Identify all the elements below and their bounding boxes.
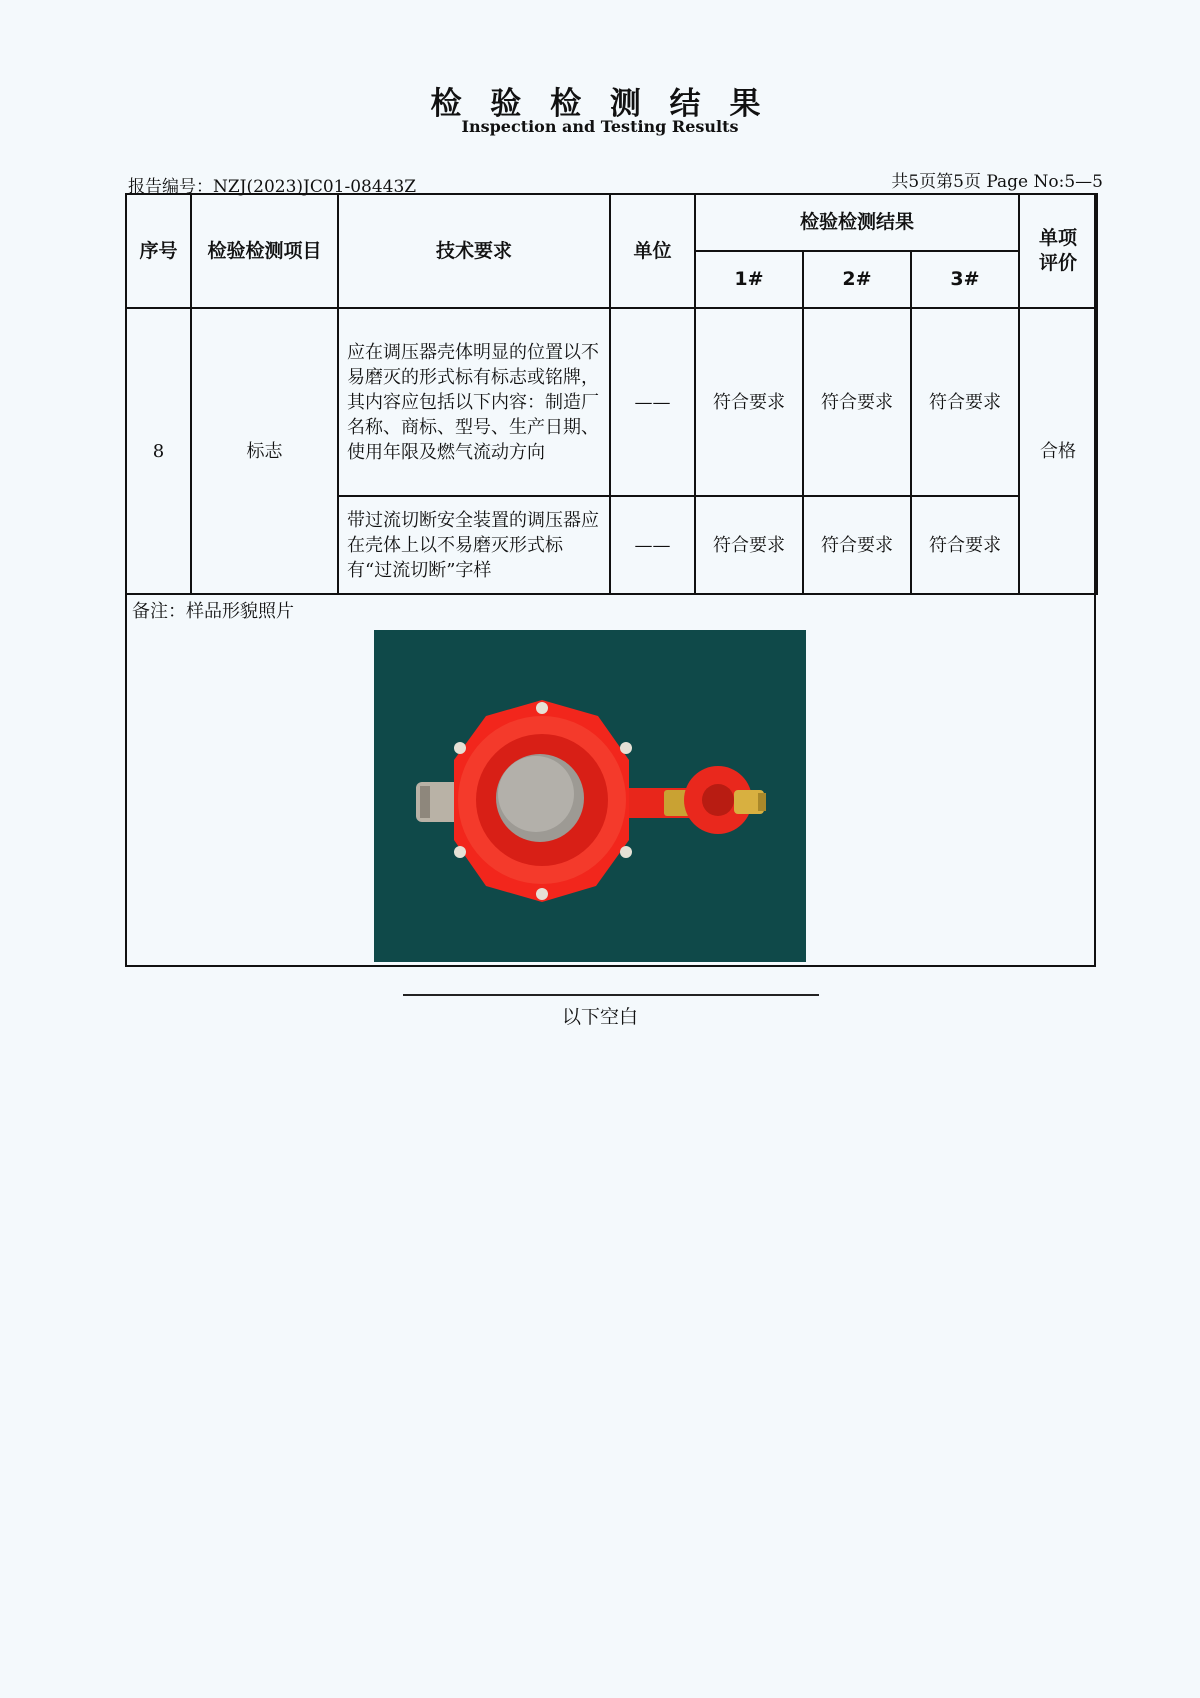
row-item: 标志 — [191, 308, 338, 594]
end-rule — [403, 994, 819, 996]
unit-cell: —— — [610, 308, 695, 496]
verdict-cell: 合格 — [1019, 308, 1097, 594]
result-cell: 符合要求 — [803, 308, 911, 496]
result-cell: 符合要求 — [695, 308, 803, 496]
header-sample-3: 3# — [911, 251, 1019, 308]
result-cell: 符合要求 — [911, 496, 1019, 594]
requirement-text: 带过流切断安全装置的调压器应在壳体上以不易磨灭形式标有“过流切断”字样 — [338, 496, 610, 594]
result-cell: 符合要求 — [803, 496, 911, 594]
report-number: 报告编号：NZJ(2023)JC01-08443Z — [128, 177, 417, 197]
header-sample-2: 2# — [803, 251, 911, 308]
header-unit: 单位 — [610, 194, 695, 308]
row-seq: 8 — [126, 308, 191, 594]
header-seq: 序号 — [126, 194, 191, 308]
requirement-text: 应在调压器壳体明显的位置以不易磨灭的形式标有标志或铭牌，其内容应包括以下内容：制造厂名称、商标、型号、生产日期、使用年限及燃气流动方向 — [338, 308, 610, 496]
header-item: 检验检测项目 — [191, 194, 338, 308]
header-requirement: 技术要求 — [338, 194, 610, 308]
end-note: 以下空白 — [561, 1006, 638, 1028]
remark-label: 备注：样品形貌照片 — [132, 601, 294, 622]
header-verdict: 单项评价 — [1019, 194, 1097, 308]
header-sample-1: 1# — [695, 251, 803, 308]
result-cell: 符合要求 — [695, 496, 803, 594]
result-cell: 符合要求 — [911, 308, 1019, 496]
sample-photo — [374, 630, 806, 962]
results-table — [125, 193, 1098, 595]
page-number: 共5页第5页 Page No:5—5 — [891, 172, 1103, 192]
regulator-illustration — [374, 630, 806, 962]
unit-cell: —— — [610, 496, 695, 594]
page-title: 检 验 检 测 结 果 — [430, 86, 770, 122]
header-results: 检验检测结果 — [695, 194, 1019, 251]
page-subtitle: Inspection and Testing Results — [461, 117, 739, 136]
